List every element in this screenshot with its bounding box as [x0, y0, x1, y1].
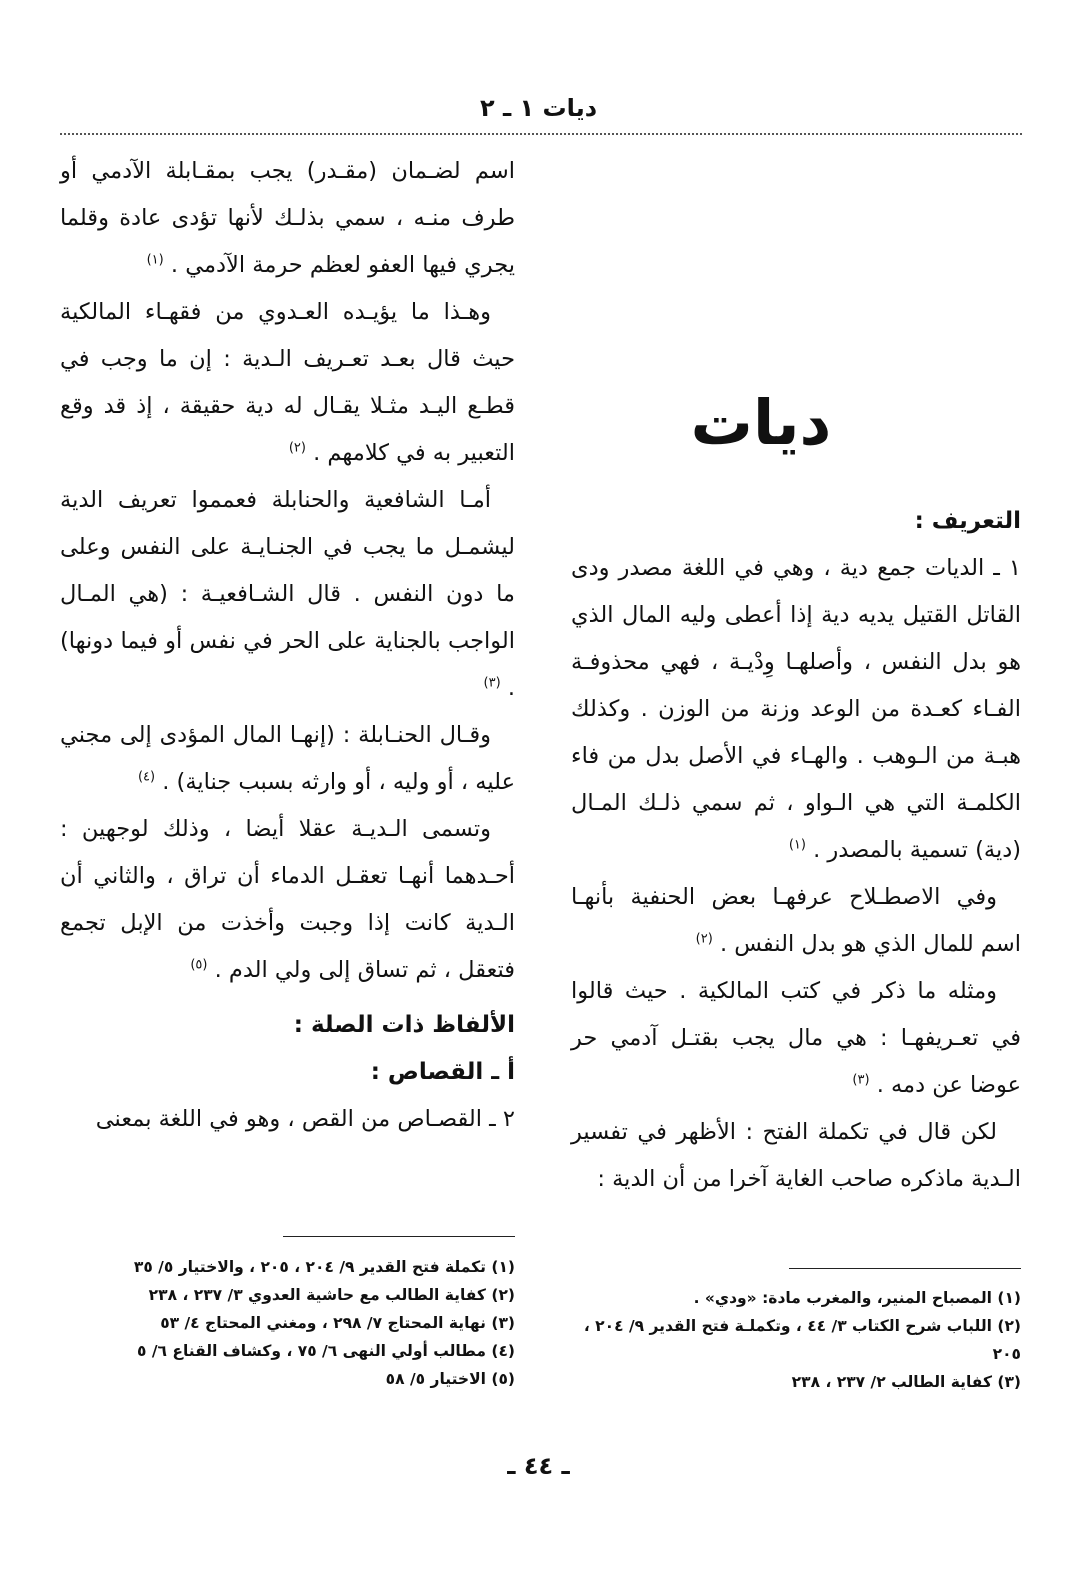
- footnote-ref: (٤): [137, 769, 156, 785]
- paragraph: [60, 477, 515, 712]
- paragraph-text: أمـا الشافعية والحنابلة فعمموا تعريف الدية ليشمـل ما يجب في الجنـايـة على النفس وعلى ما دون النفس . قال الشـافعيـة : (هي المـال الواجب بالجناية على الحر في نفس أو فيما دونها) .: [60, 487, 515, 701]
- footnote-ref: (٥): [190, 957, 208, 973]
- paragraph: [571, 874, 1021, 968]
- paragraph: [571, 968, 1021, 1109]
- footnote-ref: (١): [788, 837, 806, 853]
- paragraph: [60, 712, 515, 806]
- footnote: (٥) الاختيار ٥/ ٥٨: [385, 1370, 515, 1388]
- footnote: (٣) نهاية المحتاج ٧/ ٢٩٨ ، ومغني المحتاج ٤/ ٥٣: [160, 1314, 515, 1332]
- footnotes-right: [561, 1284, 1021, 1396]
- footnote: (٢) اللباب شرح الكتاب ٣/ ٤٤ ، وتكملـة فتح القدير ٩/ ٢٠٤ ، ٢٠٥: [583, 1317, 1021, 1363]
- left-column: [60, 148, 515, 1143]
- paragraph-text: وقـال الحنـابلة : (إنهـا المال المؤدى إلى مجني عليه ، أو وليه ، أو وارثه بسبب جناية) .: [60, 722, 515, 795]
- footnote-ref: (٢): [695, 931, 713, 947]
- paragraph-text: اسم لضـمان (مقـدر) يجب بمقـابلة الآدمي أو طرف منـه ، سمي بذلـك لأنها تؤدى عادة وقلما يجري فيها العفو لعظم حرمة الآدمي .: [60, 158, 515, 278]
- footnote: (٢) كفاية الطالب مع حاشية العدوي ٣/ ٢٣٧ ، ٢٣٨: [148, 1286, 515, 1304]
- footnote: (١) المصباح المنير، والمغرب مادة: «ودي» .: [693, 1289, 1021, 1307]
- footnotes-left: [60, 1253, 515, 1393]
- page-number: ـ ٤٤ ـ: [507, 1452, 570, 1480]
- definition-heading: التعريف :: [914, 508, 1021, 534]
- paragraph: لكن قال في تكملة الفتح : الأظهر في تفسير الـدية ماذكره صاحب الغاية آخرا من أن الدية :: [571, 1119, 1021, 1192]
- footnote-ref: (٣): [483, 675, 501, 691]
- footnote: (٣) كفاية الطالب ٢/ ٢٣٧ ، ٢٣٨: [791, 1373, 1021, 1391]
- paragraph: [60, 806, 515, 994]
- footnote-rule-right: [789, 1268, 1021, 1269]
- footnote-rule-left: [283, 1236, 515, 1237]
- footnote-ref: (٣): [852, 1072, 870, 1088]
- footnote: (١) تكملة فتح القدير ٩/ ٢٠٤ ، ٢٠٥ ، والاختيار ٥/ ٣٥: [133, 1258, 515, 1276]
- header-dotted-rule: [60, 133, 1022, 135]
- paragraph-text: وتسمى الـديـة عقلا أيضا ، وذلك لوجهين : أحـدهما أنهـا تعقـل الدماء أن تراق ، والثاني أن الـدية كانت إذا وجبت وأخذت من الإبل تجمع فتعقل ، ثم تساق إلى ولي الدم .: [60, 816, 515, 983]
- footnote: (٤) مطالب أولي النهى ٦/ ٧٥ ، وكشاف القناع ٦/ ٥: [136, 1342, 515, 1360]
- running-header: ديات ١ ـ ٢: [479, 94, 598, 122]
- related-terms-heading: الألفاظ ذات الصلة :: [293, 1012, 515, 1038]
- entry-title: ديات: [690, 386, 832, 459]
- paragraph: [571, 545, 1021, 874]
- paragraph-text: وهـذا ما يؤيـده العـدوي من فقهـاء المالكية حيث قال بعـد تعـريف الـدية : إن ما وجب في قطـع اليـد مثـلا يقـال له دية حقيقة ، إذ قد وقع التعبير به في كلامهم .: [60, 299, 515, 466]
- paragraph-text: ومثله ما ذكر في كتب المالكية . حيث قالوا في تعـريفهـا : هي مال يجب بقتـل آدمي حر عوضا عن دمه .: [571, 978, 1021, 1098]
- footnote-ref: (١): [146, 252, 164, 268]
- paragraph-text: وفي الاصطـلاح عرفهـا بعض الحنفية بأنهـا اسم للمال الذي هو بدل النفس .: [571, 884, 1021, 957]
- paragraph: ٢ ـ القصـاص من القص ، وهو في اللغة بمعنى: [95, 1106, 515, 1132]
- paragraph: [60, 148, 515, 289]
- qisas-subheading: أ ـ القصاص :: [370, 1059, 515, 1085]
- footnote-ref: (٢): [288, 440, 306, 456]
- paragraph: [60, 289, 515, 477]
- paragraph-text: ١ ـ الديات جمع دية ، وهي في اللغة مصدر ودى القاتل القتيل يديه دية إذا أعطى وليه المال الذي هو بدل النفس ، وأصلهـا وِدْيـة ، فهي محذوفـة الفـاء كعـدة من الوعد وزنة من الوزن . وكذلك هبـة من الـوهب . والهـاء في الأصل بدل من فاء الكلمـة التي هي الـواو ، ثم سمي ذلـك المـال (دية) تسمية بالمصدر .: [571, 555, 1021, 863]
- right-column: [571, 138, 1021, 1203]
